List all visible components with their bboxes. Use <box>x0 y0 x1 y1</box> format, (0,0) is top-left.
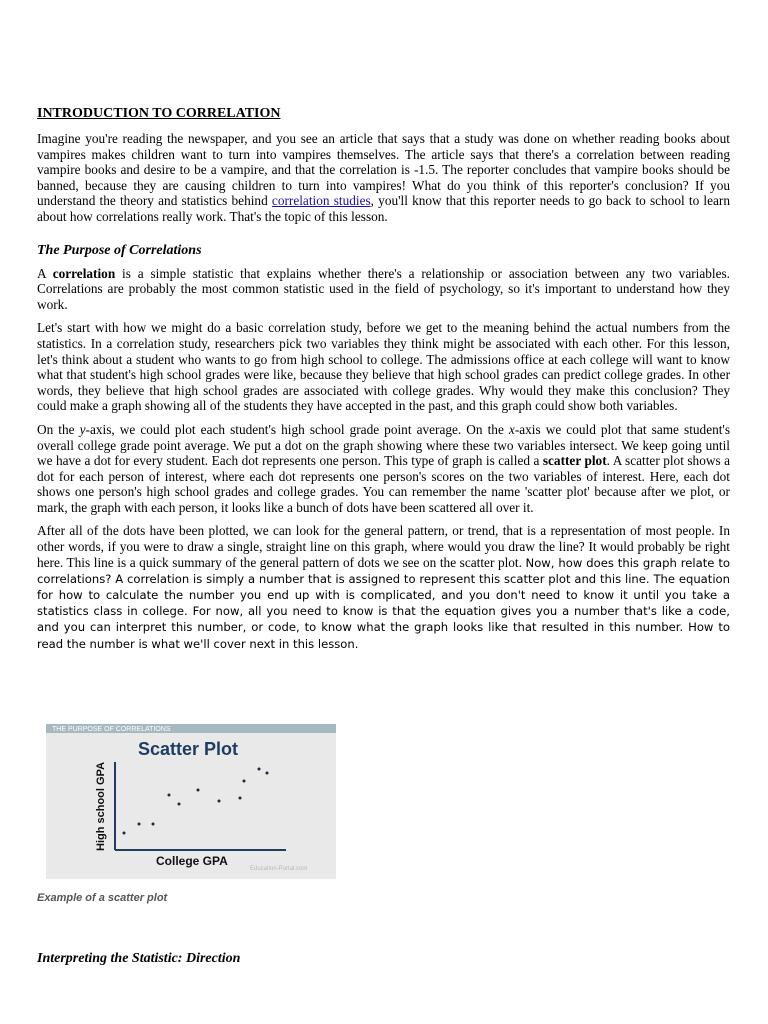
section-heading-purpose: The Purpose of Correlations <box>37 242 202 258</box>
text-sans: Now, how does this graph relate to correlations? A correlation is simply a number that is assigned to represent this scatter plot and this line. The equation for how to calculate the number you end up with is complicated, and you don't need to know it until you take a statistics class in college. For now, all you need to know is that the equation gives you a number that's like a code, and you can interpret this number, or code, to know what the graph looks like that resulted in this number. How to read the number is what we'll cover next in this lesson. <box>37 555 730 651</box>
scatter-dot <box>197 789 200 792</box>
figure-watermark: Education-Portal.com <box>250 866 308 872</box>
paragraph-study: Let's start with how we might do a basic correlation study, before we get to the meaning behind the actual numbers from the statistics. In a correlation study, researchers pick two variables they think might be associated with each other. For this lesson, let's think about a student who wants to go from high school to college. The admissions office at each college will want to know what that student's high school grades were like, because they believe that high school grades can predict college grades. In other words, they believe that high school grades are associated with college grades. Why would they make this conclusion? They could make a graph showing all of the students they have accepted in the past, and this graph could show both variables. <box>37 320 730 414</box>
text: . A scatter plot shows a dot for each person of interest, where each dot represents one person's scores on the two variables of interest. Here, each dot shows one person's high school grades and college grades. You can remember the name 'scatter plot' because after we plot, or mark, the graph with each person, it looks like a bunch of dots have been scattered all over it. <box>37 453 730 515</box>
paragraph-axes <box>37 422 730 516</box>
page-title: INTRODUCTION TO CORRELATION <box>37 106 281 121</box>
paragraph-trend <box>37 523 730 651</box>
scatter-dot <box>168 794 171 797</box>
paragraph-definition <box>37 266 730 313</box>
text: A <box>37 265 53 281</box>
scatter-plot-figure <box>46 724 336 879</box>
text: is a simple statistic that explains whether there's a relationship or association between any two variables. Correlations are probably the most common statistic used in the field of psychology, so it's important to understand how they work. <box>37 265 730 312</box>
y-variable: y <box>79 421 86 437</box>
document-body <box>37 105 730 660</box>
section-heading-direction: Interpreting the Statistic: Direction <box>37 951 241 966</box>
x-variable: x <box>508 421 515 437</box>
scatter-dot <box>243 780 246 783</box>
correlation-studies-link[interactable]: correlation studies <box>271 193 371 209</box>
term-scatter-plot: scatter plot <box>542 453 607 469</box>
intro-paragraph <box>37 131 730 225</box>
text: -axis, we could plot each student's high school grade point average. On the <box>85 421 509 437</box>
text: On the <box>37 421 80 437</box>
figure-title: Scatter Plot <box>138 739 239 759</box>
intro-text-a: Imagine you're reading the newspaper, and you see an article that says that a study was done on whether reading books about vampires makes children want to turn into vampires themselves. The article says that there's a correlation between reading vampire books and desire to be a vampire, and that the correlation is -1.5. The reporter concludes that vampire books should be banned, because they are causing children to turn into vampires! What do you think of this reporter's conclusion? If you understand the theory and statistics behind <box>37 131 730 209</box>
figure-banner-text: THE PURPOSE OF CORRELATIONS <box>52 726 171 733</box>
scatter-plot-image <box>46 724 336 879</box>
scatter-dot <box>138 823 141 826</box>
scatter-dot <box>123 832 126 835</box>
scatter-dot <box>178 803 181 806</box>
text: After all of the dots have been plotted, we can look for the general pattern, or trend, that is a representation of most people. In other words, if you were to draw a single, straight line on this graph, where would you draw the line? It would probably be right here. This line is a quick summary of the general pattern of dots we see on the scatter plot. <box>37 523 730 570</box>
scatter-dot <box>218 800 221 803</box>
figure-xlabel: College GPA <box>156 854 228 868</box>
scatter-dot <box>266 772 269 775</box>
scatter-dot <box>152 823 155 826</box>
term-correlation: correlation <box>52 265 116 281</box>
intro-text-b: , you'll know that this reporter needs to go back to school to learn about how correlations really work. That's the topic of this lesson. <box>37 193 730 224</box>
text: -axis we could plot that same student's overall college grade point average. We put a dot on the graph showing where these two variables intersect. We keep going until we have a dot for every student. Each dot represents one person. This type of graph is called a <box>37 421 731 469</box>
figure-ylabel: High school GPA <box>95 761 107 851</box>
scatter-dot <box>258 768 261 771</box>
scatter-dot <box>239 797 242 800</box>
figure-caption: Example of a scatter plot <box>37 892 168 904</box>
